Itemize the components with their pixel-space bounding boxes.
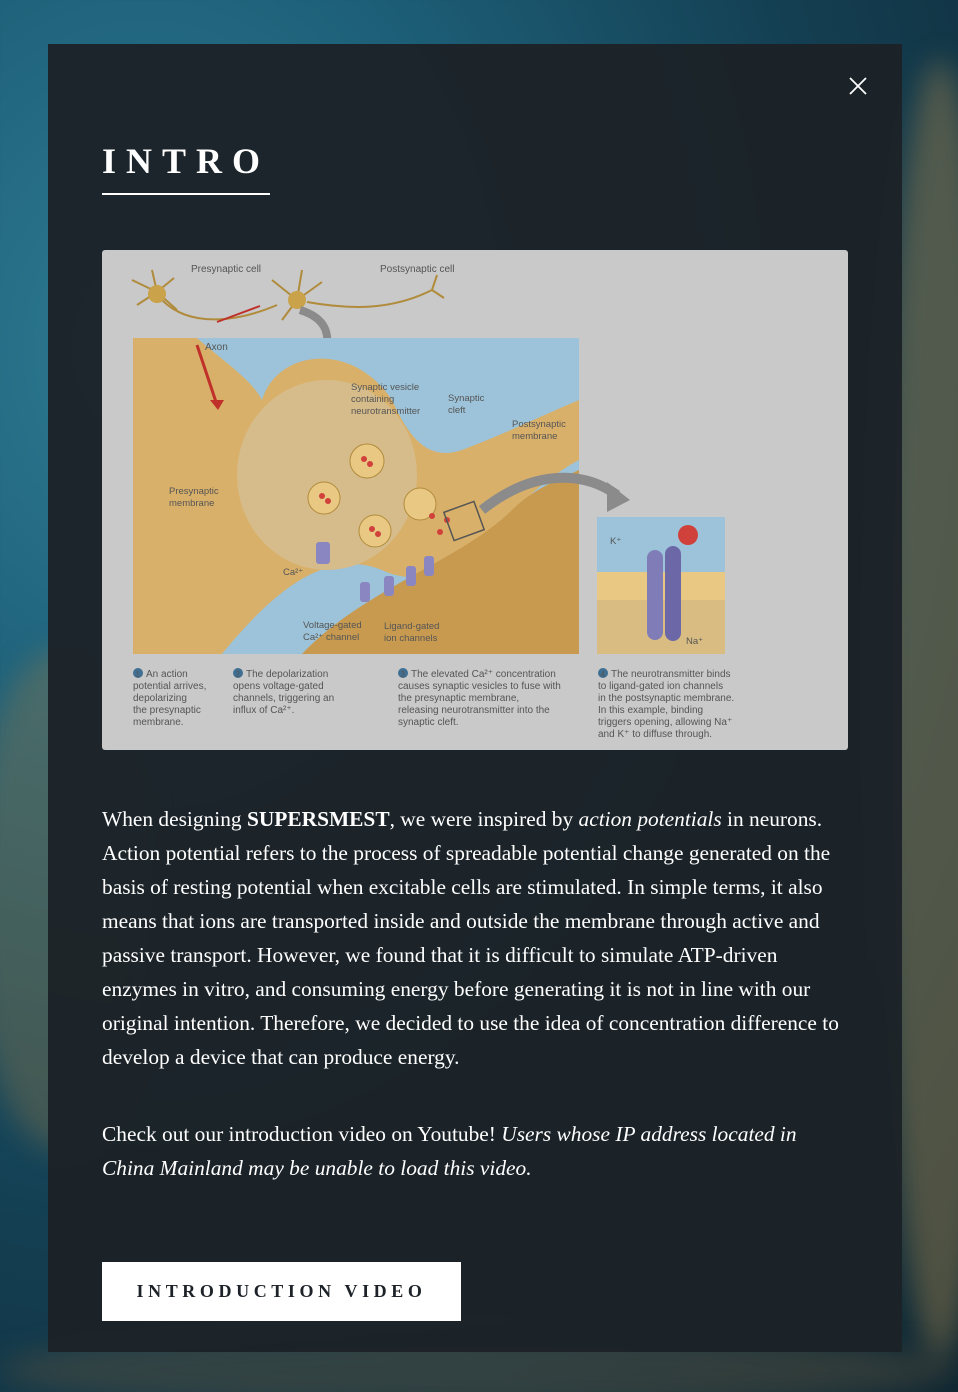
paragraph-inspiration: When designing SUPERSMEST, we were inspired by action potentials in neurons. Action potential refers to the process of spreadable potential change generated on the basis of resting potential when excitable cells are stimulated. In simple terms, it also means that ions are transported inside and outside the membrane through active and passive transport. However, we found that it is difficult to simulate ATP-driven enzymes in vitro, and consuming energy before generating it is not in line with our original intention. Therefore, we decided to use the idea of concentration difference to develop a device that can produce energy. <box>102 807 839 1069</box>
step-caption-line: releasing neurotransmitter into the <box>398 705 550 716</box>
step-number: 3 <box>400 670 405 679</box>
intro-modal <box>48 44 902 1352</box>
label-voltage-gated <box>303 620 362 643</box>
close-icon <box>846 74 870 98</box>
step-caption-line: channels, triggering an <box>233 693 335 704</box>
step-caption-line: influx of Ca²⁺. <box>233 705 295 716</box>
intro-text <box>102 802 852 1185</box>
svg-text:Postsynaptic: Postsynaptic <box>512 419 566 430</box>
label-k: K⁺ <box>610 536 622 547</box>
step-caption-line: In this example, binding <box>598 705 704 716</box>
svg-text:Ca²⁺ channel: Ca²⁺ channel <box>303 632 360 643</box>
label-postsynaptic-cell: Postsynaptic cell <box>380 264 455 275</box>
presynaptic-soma <box>148 285 166 303</box>
step-caption-line: The neurotransmitter binds <box>611 669 731 680</box>
svg-text:Presynaptic: Presynaptic <box>169 486 219 497</box>
label-axon: Axon <box>205 342 228 353</box>
step-caption-line: depolarizing <box>133 693 187 704</box>
modal-title: INTRO <box>102 141 271 181</box>
label-ligand-gated <box>384 621 439 644</box>
svg-text:Ligand-gated: Ligand-gated <box>384 621 440 632</box>
synaptic-vesicle-3 <box>359 515 391 547</box>
channel-subunit-2 <box>665 546 681 641</box>
label-ca: Ca²⁺ <box>283 567 304 578</box>
step-caption-line: opens voltage-gated <box>233 681 324 692</box>
svg-text:membrane: membrane <box>512 431 558 442</box>
introduction-video-button[interactable]: INTRODUCTION VIDEO <box>102 1262 461 1321</box>
zoom-arrowhead-right <box>607 482 630 512</box>
close-button[interactable] <box>846 74 870 98</box>
step-caption-line: An action <box>146 669 188 680</box>
svg-text:containing: containing <box>351 394 395 405</box>
step-caption-line: The depolarization <box>246 669 329 680</box>
title-underline <box>102 193 270 195</box>
svg-text:neurotransmitter: neurotransmitter <box>351 406 421 417</box>
step-caption-line: in the postsynaptic membrane. <box>598 693 735 704</box>
svg-text:cleft: cleft <box>448 405 466 416</box>
step-captions <box>133 668 734 740</box>
synaptic-vesicle-1 <box>350 444 384 478</box>
step-number: 1 <box>135 670 140 679</box>
step-caption-line: potential arrives, <box>133 681 207 692</box>
svg-text:Voltage-gated: Voltage-gated <box>303 620 362 631</box>
step-caption-line: The elevated Ca²⁺ concentration <box>411 669 556 680</box>
paragraph-video-note: Check out our introduction video on Youtube! Users whose IP address located in China Mainland may be unable to load this video. <box>102 1122 797 1180</box>
synapse-diagram <box>102 250 848 750</box>
step-caption-line: the presynaptic membrane, <box>398 693 520 704</box>
step-caption-line: and K⁺ to diffuse through. <box>598 729 713 740</box>
label-presynaptic-cell: Presynaptic cell <box>191 264 262 275</box>
step-caption-line: causes synaptic vesicles to fuse with <box>398 681 561 692</box>
step-caption-line: membrane. <box>133 717 184 728</box>
svg-text:membrane: membrane <box>169 498 215 509</box>
bound-neurotransmitter <box>678 525 698 545</box>
step-caption-line: the presynaptic <box>133 705 201 716</box>
step-caption-line: to ligand-gated ion channels <box>598 681 724 692</box>
postsynaptic-soma <box>288 291 306 309</box>
step-number: 2 <box>235 670 240 679</box>
svg-text:Synaptic vesicle: Synaptic vesicle <box>351 382 420 393</box>
label-na: Na⁺ <box>686 636 704 647</box>
svg-text:Synaptic: Synaptic <box>448 393 485 404</box>
label-presynaptic-membrane <box>169 486 219 509</box>
step-caption-line: triggers opening, allowing Na⁺ <box>598 717 733 728</box>
neuron-sketch <box>132 270 444 320</box>
svg-text:ion channels: ion channels <box>384 633 438 644</box>
step-caption-line: synaptic cleft. <box>398 717 459 728</box>
channel-subunit-1 <box>647 550 663 640</box>
step-number: 4 <box>600 670 605 679</box>
